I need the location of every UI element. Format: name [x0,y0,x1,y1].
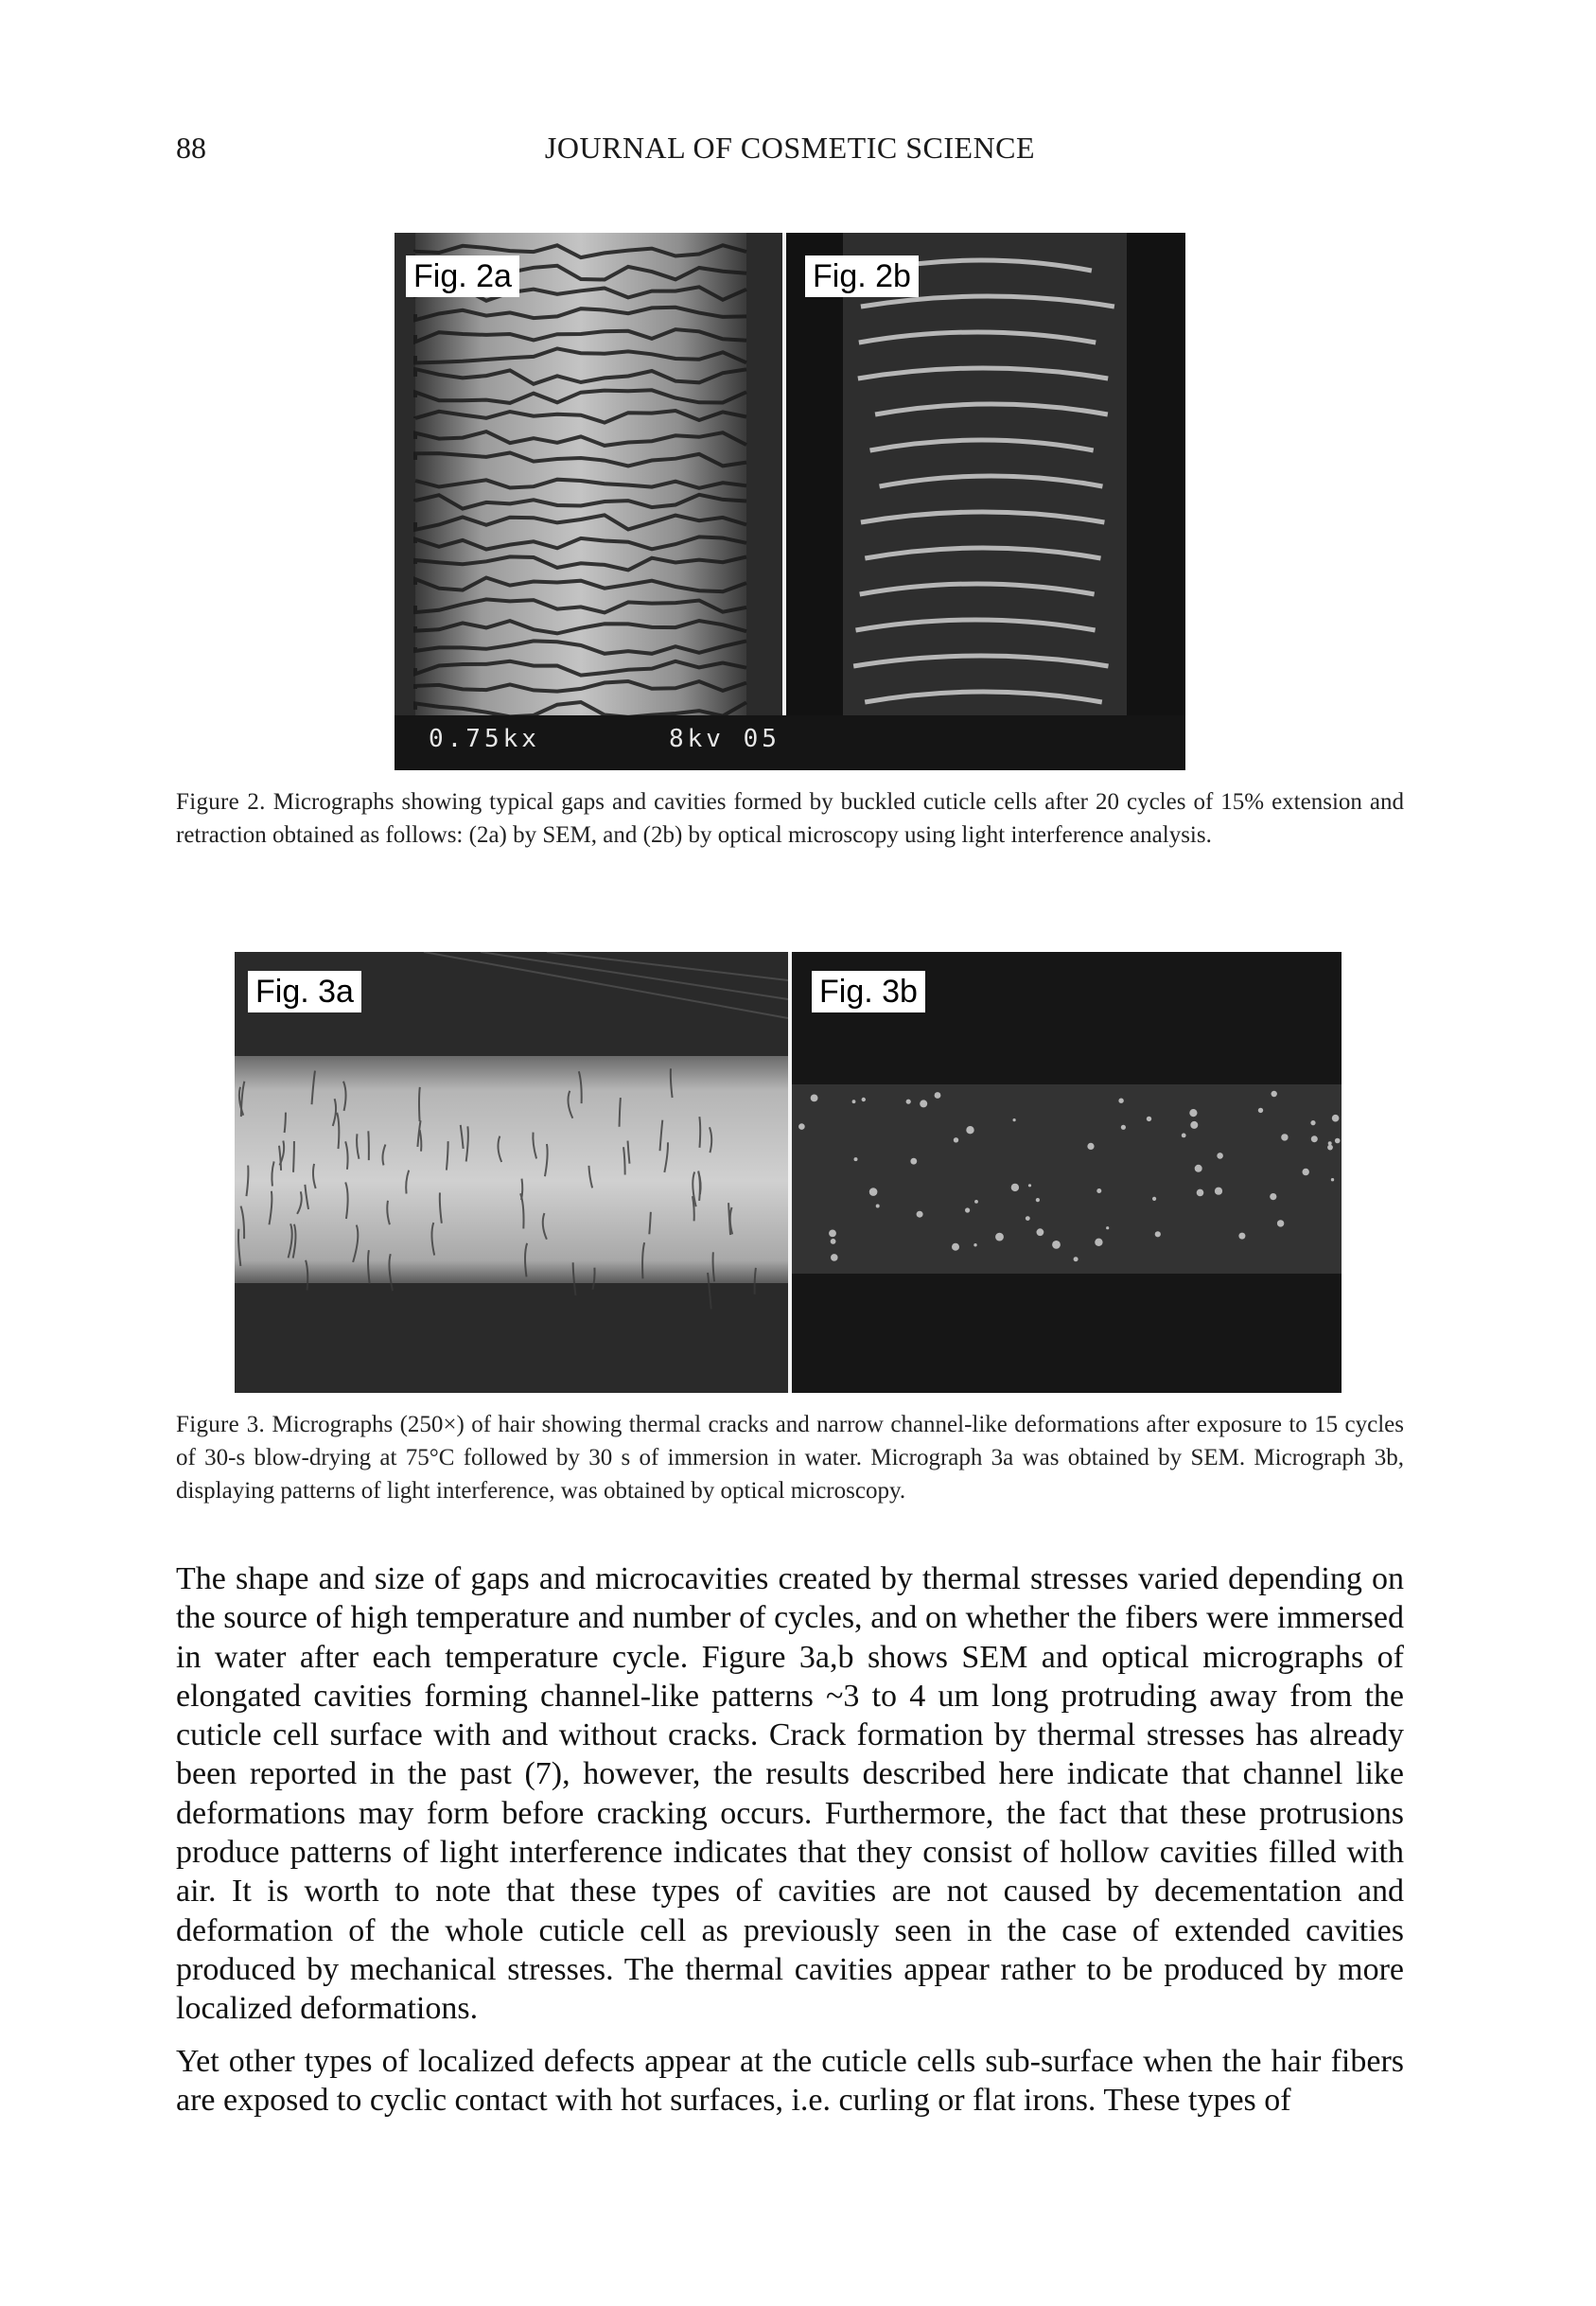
voltage-readout: 8kv 05 [669,725,780,753]
running-head [176,131,1404,172]
figure-2 [395,233,1185,770]
body-paragraph-2: Yet other types of localized defects appear at the cuticle cells sub-surface when the hair fibers are exposed to cyclic contact with hot surfaces, i.e. curling or flat irons. These types of [176,2043,1404,2118]
figure-3a-sem-micrograph [235,952,788,1393]
page-number: 88 [176,131,206,165]
magnification-readout: 0.75kx [429,725,540,753]
figure-2-scale-bar [395,715,1185,770]
figure-3-caption-label: Figure 3. [176,1412,266,1437]
figure-2a-sem-micrograph [395,233,782,715]
figure-2b-label: Fig. 2b [805,255,919,297]
figure-3b-optical-micrograph [792,952,1342,1393]
body-text [176,1559,1404,2133]
journal-title: JOURNAL OF COSMETIC SCIENCE [544,131,1036,165]
figure-3b-label: Fig. 3b [812,971,925,1012]
figure-3a-label: Fig. 3a [248,971,361,1012]
figure-2a-label: Fig. 2a [406,255,519,297]
figure-2b-optical-micrograph [786,233,1185,715]
figure-3 [235,952,1342,1393]
figure-2-caption [176,785,1404,852]
figure-3-caption [176,1408,1404,1507]
figure-3-caption-text: Micrographs (250×) of hair showing thermal cracks and narrow channel-like deformations after exposure to 15 cycles of 30-s blow-drying at 75°C followed by 30 s of immersion in water. Micrograph 3a was obtained by SEM. Micrograph 3b, displaying patterns of light interference, was obtained by optical microscopy. [176,1412,1404,1504]
figure-2-caption-text: Micrographs showing typical gaps and cavities formed by buckled cuticle cells after 20 cycles of 15% extension and retraction obtained as follows: (2a) by SEM, and (2b) by optical microscopy using light interference analysis. [176,789,1404,848]
figure-2-caption-label: Figure 2. [176,789,266,815]
body-paragraph-1: The shape and size of gaps and microcavities created by thermal stresses varied depending on the source of high temperature and number of cycles, and on whether the fibers were immersed in water after each temperature cycle. Figure 3a,b shows SEM and optical micrographs of elongated cavities forming channel-like patterns ~3 to 4 um long protruding away from the cuticle cell surface with and without cracks. Crack formation by thermal stresses has already been reported in the past (7), however, the results described here indicate that channel like deformations may form before cracking occurs. Furthermore, the fact that these protrusions produce patterns of light interference indicates that they consist of hollow cavities filled with air. It is worth to note that these types of cavities are not caused by decementation and deformation of the whole cuticle cell as previously seen in the case of extended cavities produced by mechanical stresses. The thermal cavities appear rather to be produced by more localized deformations. [176,1561,1404,2027]
